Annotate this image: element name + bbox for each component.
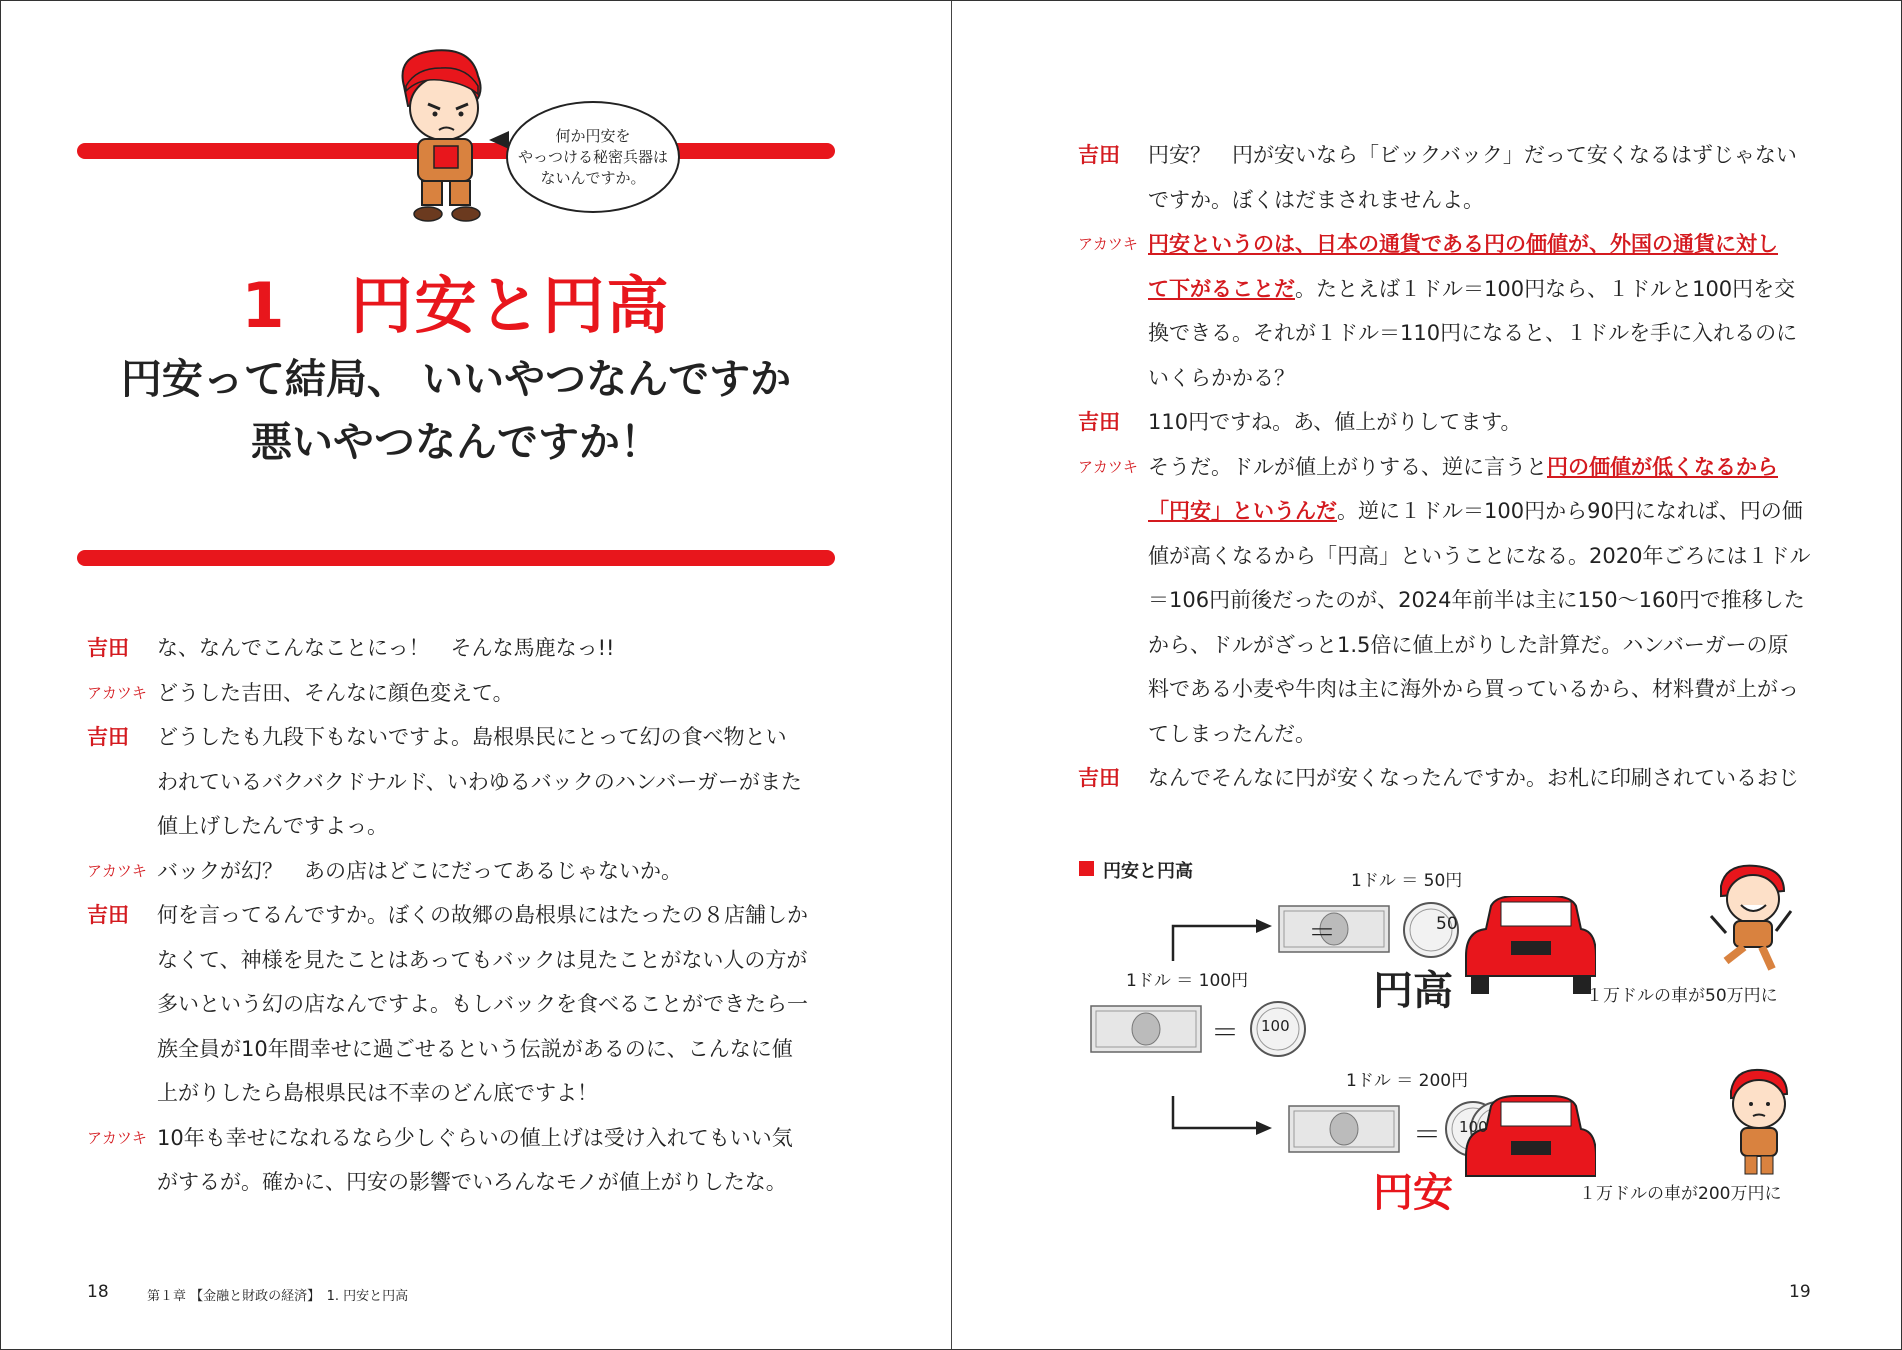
car-caption-low: １万ドルの車が200万円に [1579, 1184, 1782, 1204]
dialog-line [1078, 222, 1838, 400]
speaker-label: アカツキ [87, 861, 147, 880]
rate-top: 1ドル ＝ 50円 [1351, 871, 1463, 891]
character-happy-illustration [1706, 861, 1796, 976]
dialog-text: がするが。確かに、円安の影響でいろんなモノが値上がりしたな。 [157, 1170, 787, 1194]
rate-middle: 1ドル ＝ 100円 [1126, 971, 1249, 991]
dialog-line [87, 893, 837, 1116]
speaker-label: アカツキ [87, 683, 147, 702]
right-dialog [1078, 133, 1838, 801]
dialog-text: から、ドルがざっと1.5倍に値上がりした計算だ。ハンバーガーの原 [1148, 632, 1789, 657]
highlight-text: て下がることだ [1148, 276, 1295, 301]
character-worried-illustration [1723, 1066, 1793, 1181]
speaker-label: 吉田 [1078, 410, 1120, 434]
dialog-text: 換できる。それが１ドル＝110円になると、１ドルを手に入れるのに [1148, 321, 1798, 345]
dialog-text: てしまったんだ。 [1148, 721, 1316, 746]
dialog-text: 族全員が10年間幸せに過ごせるという伝説があるのに、こんなに値 [157, 1036, 793, 1061]
car-top [1466, 896, 1596, 994]
speaker-label: 吉田 [87, 725, 129, 749]
equals-bottom: ＝ [1413, 1118, 1442, 1151]
dialog-text: なくて、神様を見たことはあってもバックは見たことがない人の方が [157, 947, 808, 972]
highlight-text: 円安というのは、日本の通貨である円の価値が、外国の通貨に対し [1148, 232, 1778, 256]
dialog-text: 110円ですね。あ、値上がりしてます。 [1148, 410, 1522, 434]
dialog-text: 10年も幸せになれるなら少しぐらいの値上げは受け入れてもいい気 [157, 1125, 793, 1150]
speaker-label: アカツキ [87, 1128, 147, 1147]
dialog-line [87, 626, 837, 671]
speaker-label: 吉田 [87, 636, 129, 660]
speaker-label: 吉田 [87, 903, 129, 927]
diagram-graphics [1086, 896, 1596, 1186]
coin-50-label: 50 [1436, 914, 1458, 934]
dialog-text: 。逆に１ドル＝100円から90円になれば、円の価 [1337, 499, 1803, 523]
dialog-line [1078, 445, 1838, 757]
dialog-text: われているバクバクドナルド、いわゆるバックのハンバーガーがまた [157, 769, 802, 794]
car-caption-high: １万ドルの車が50万円に [1586, 986, 1778, 1006]
equals-middle: ＝ [1211, 1016, 1240, 1049]
right-page-number: 19 [1789, 1282, 1811, 1302]
banknote-middle [1091, 1006, 1201, 1052]
dialog-text: ＝106円前後だったのが、2024年前半は主に150～160円で推移した [1148, 588, 1805, 612]
dialog-text: そうだ。ドルが値上がりする、逆に言うと [1148, 454, 1547, 479]
dialog-line [87, 1116, 837, 1205]
left-dialog [87, 626, 837, 1205]
speech-bubble: 何か円安を やっつける秘密兵器は ないんですか。 [506, 101, 680, 213]
dialog-line [1078, 400, 1838, 445]
dialog-text: 値が高くなるから「円高」ということになる。2020年ごろには１ドル [1148, 543, 1811, 568]
subtitle-line-1: 円安って結局、 いいやつなんですか [120, 355, 792, 403]
rate-bottom: 1ドル ＝ 200円 [1346, 1071, 1469, 1091]
label-en-taka: 円高 [1373, 968, 1453, 1014]
speaker-label: アカツキ [1078, 235, 1138, 253]
speech-tail [489, 131, 509, 149]
left-footer-chapter: 第１章 【金融と財政の経済】 1. 円安と円高 [147, 1289, 409, 1304]
left-page-number: 18 [87, 1282, 109, 1302]
dialog-line [1078, 133, 1838, 222]
dialog-line [87, 715, 837, 849]
dialog-text: どうした吉田、そんなに顔色変えて。 [157, 680, 514, 705]
banknote-bottom [1289, 1106, 1399, 1152]
dialog-line [87, 671, 837, 716]
dialog-line [1078, 756, 1838, 801]
dialog-text: 値上げしたんですよっ。 [157, 814, 388, 838]
bottom-red-rule [77, 550, 835, 566]
diagram-title-marker [1079, 861, 1094, 876]
dialog-text: 何を言ってるんですか。ぼくの故郷の島根県にはたったの８店舗しか [157, 903, 808, 927]
dialog-text: 円安？ 円が安いなら「ビックバック」だって安くなるはずじゃない [1148, 143, 1797, 167]
equals-top: ＝ [1308, 916, 1337, 949]
highlight-text: 「円安」というんだ [1148, 499, 1337, 523]
label-en-yasu: 円安 [1373, 1170, 1453, 1216]
dialog-text: 上がりしたら島根県民は不幸のどん底ですよ！ [157, 1081, 598, 1105]
speaker-label: 吉田 [1078, 143, 1120, 167]
dialog-text: どうしたも九段下もないですよ。島根県民にとって幻の食べ物とい [157, 725, 787, 749]
dialog-text: なんでそんなに円が安くなったんですか。お札に印刷されているおじ [1148, 766, 1799, 790]
speaker-label: 吉田 [1078, 766, 1120, 790]
subtitle-line-2: 悪いやつなんですか！ [251, 418, 661, 466]
dialog-text: 料である小麦や牛肉は主に海外から買っているから、材料費が上がっ [1148, 677, 1799, 701]
dialog-text: いくらかかる？ [1148, 365, 1295, 390]
diagram-title: 円安と円高 [1103, 861, 1193, 882]
dialog-text: バックが幻？ あの店はどこにだってあるじゃないか。 [157, 858, 682, 883]
speaker-label: アカツキ [1078, 457, 1138, 476]
dialog-text: ですか。ぼくはだまされませんよ。 [1148, 187, 1484, 212]
coin-100-label: 100 [1261, 1017, 1290, 1035]
highlight-text: 円の価値が低くなるから [1547, 454, 1778, 479]
coin-200-label: 100 [1459, 1118, 1488, 1136]
page-gutter [951, 1, 952, 1349]
dialog-text: 。たとえば１ドル＝100円なら、１ドルと100円を交 [1295, 276, 1796, 301]
dialog-text: な、なんでこんなことにっ！ そんな馬鹿なっ!! [157, 636, 615, 660]
chapter-title: 1 円安と円高 [241, 269, 671, 342]
character-illustration [386, 46, 506, 231]
dialog-line [87, 849, 837, 894]
dialog-text: 多いという幻の店なんですよ。もしバックを食べることができたら一 [157, 992, 808, 1016]
